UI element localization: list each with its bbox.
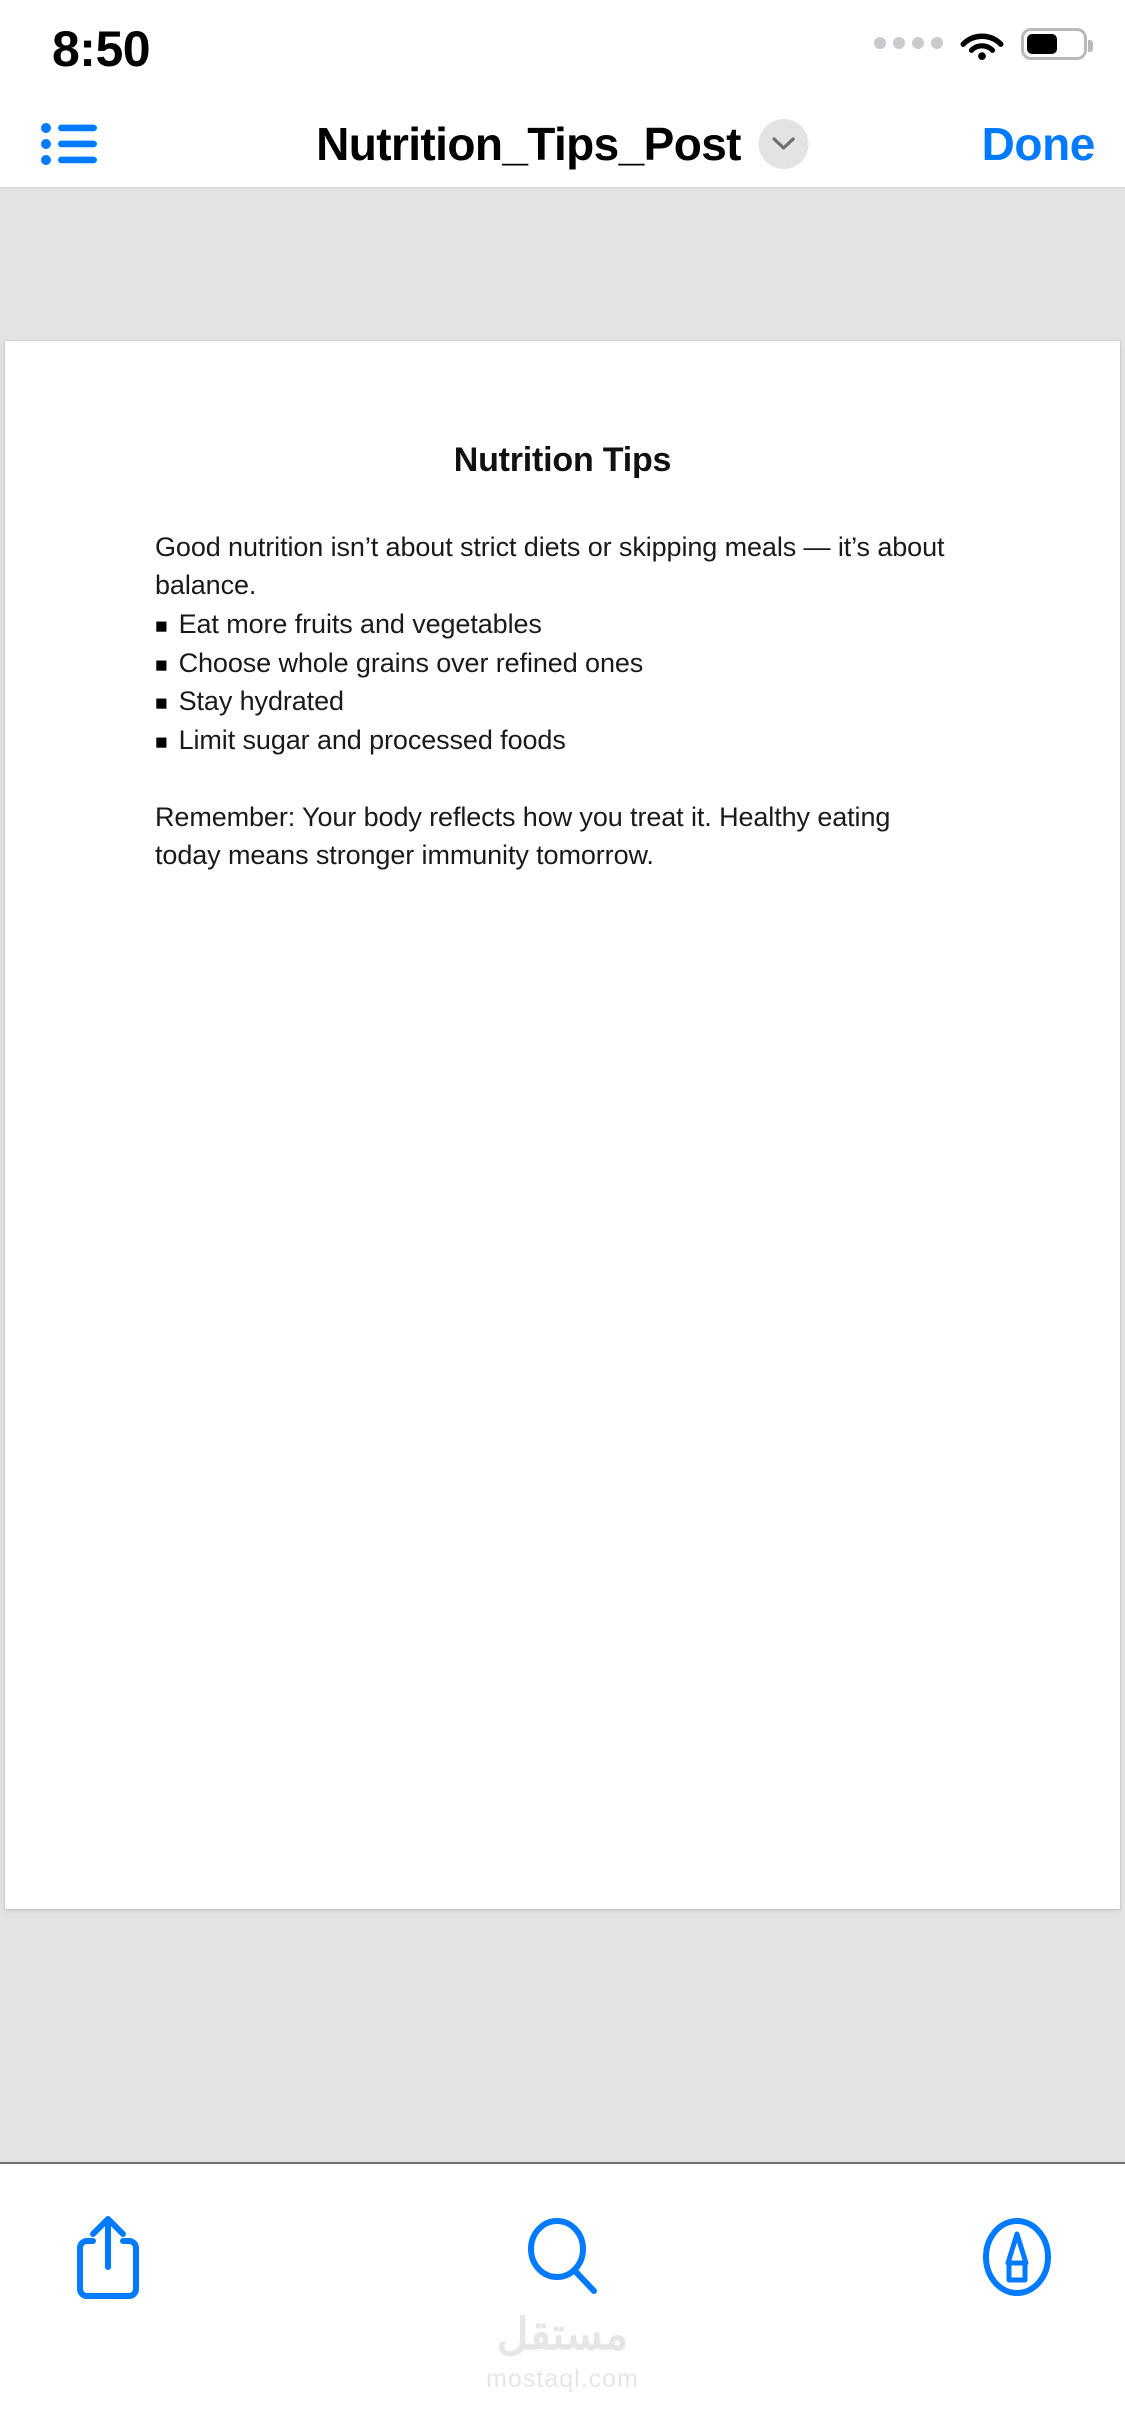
markup-button[interactable] [957, 2202, 1077, 2312]
document-title-group[interactable] [316, 117, 809, 171]
watermark-arabic-text: مستقل [496, 2310, 629, 2359]
watermark [486, 2310, 639, 2394]
navigation-bar [0, 100, 1125, 188]
list-item-label: Stay hydrated [178, 686, 344, 717]
done-button[interactable]: Done [981, 117, 1095, 170]
share-button[interactable] [48, 2202, 168, 2312]
status-bar-indicators [874, 28, 1087, 60]
page-title: Nutrition_Tips_Post [316, 117, 741, 170]
document-bullet-list [155, 605, 970, 761]
chevron-down-icon [772, 136, 796, 152]
list-item-label: Choose whole grains over refined ones [178, 647, 644, 678]
document-page[interactable] [5, 341, 1120, 1909]
share-icon [75, 2215, 141, 2299]
list-item-label: Limit sugar and processed foods [178, 725, 566, 756]
list-item [155, 605, 970, 644]
thumbnails-list-button[interactable] [30, 114, 108, 174]
bulleted-list-icon [41, 122, 97, 166]
document-closing-paragraph: Remember: Your body reflects how you treat it. Healthy eating today means stronger immunity tomorrow. [155, 802, 891, 871]
status-bar-time: 8:50 [52, 21, 151, 77]
wifi-icon [960, 28, 1004, 60]
document-intro-paragraph: Good nutrition isn’t about strict diets or skipping meals — it’s about balance. [155, 532, 945, 601]
list-item-label: Eat more fruits and vegetables [178, 608, 542, 639]
bullet-marker-icon: ■ [155, 692, 168, 716]
markup-pen-icon [980, 2218, 1054, 2296]
status-bar [0, 0, 1125, 100]
search-button[interactable] [503, 2202, 623, 2312]
watermark-url-text: mostaql.com [486, 2365, 639, 2393]
battery-icon [1021, 28, 1087, 60]
list-item [155, 721, 970, 760]
bottom-toolbar [0, 2162, 1125, 2436]
signal-dots-icon [874, 37, 943, 51]
title-options-button[interactable] [759, 119, 809, 169]
document-scroll-area[interactable] [0, 188, 1125, 2162]
bullet-marker-icon: ■ [155, 614, 168, 638]
search-icon [526, 2218, 600, 2296]
document-heading: Nutrition Tips [453, 441, 672, 479]
list-item [155, 682, 970, 721]
bullet-marker-icon: ■ [155, 653, 168, 677]
list-item [155, 644, 970, 683]
bullet-marker-icon: ■ [155, 731, 168, 755]
